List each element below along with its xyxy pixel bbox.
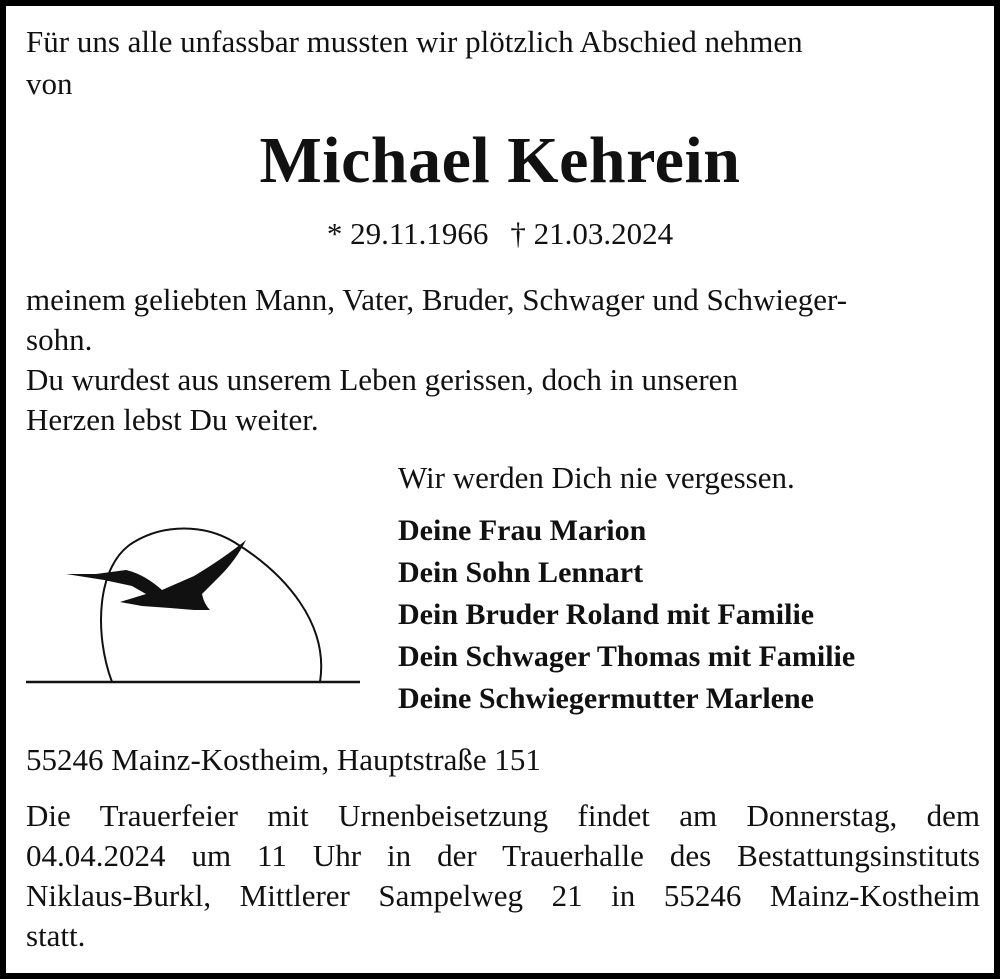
deceased-name: Michael Kehrein — [259, 124, 741, 197]
ceremony-line-2: 04.04.2024 um 11 Uhr in der Trauerhalle des Bestattungsinstituts — [26, 838, 980, 873]
tribute-line-1: Du wurdest aus unserem Leben gerissen, doch in unseren — [26, 362, 738, 397]
birth-date: * 29.11.1966 — [326, 216, 489, 251]
intro-line-2: von — [26, 66, 73, 101]
death-date: † 21.03.2024 — [510, 216, 674, 251]
tribute-line-2: Herzen lebst Du weiter. — [26, 402, 319, 437]
address-line: 55246 Mainz-Kostheim, Hauptstraße 151 — [26, 742, 541, 777]
closing-line: Wir werden Dich nie vergessen. — [398, 460, 795, 495]
ceremony-line-4: statt. — [26, 918, 86, 953]
ceremony-line-3: Niklaus-Burkl, Mittlerer Sampelweg 21 in 55246 Mainz-Kostheim — [26, 878, 980, 913]
mourner-2: Dein Sohn Lennart — [398, 556, 644, 589]
mourner-4: Dein Schwager Thomas mit Familie — [398, 640, 856, 673]
mourner-5: Deine Schwiegermutter Marlene — [398, 682, 814, 715]
intro-line-1: Für uns alle unfassbar mussten wir plötzlich Abschied nehmen — [26, 24, 803, 59]
bird-over-setting-sun-icon — [24, 524, 364, 694]
mourner-3: Dein Bruder Roland mit Familie — [398, 598, 815, 631]
mourner-1: Deine Frau Marion — [398, 514, 647, 547]
relation-line-1: meinem geliebten Mann, Vater, Bruder, Schwager und Schwieger- — [26, 282, 848, 317]
relation-line-2: sohn. — [26, 322, 93, 357]
ceremony-line-1: Die Trauerfeier mit Urnenbeisetzung findet am Donnerstag, dem — [26, 798, 980, 833]
life-dates — [6, 218, 994, 249]
obituary-notice — [6, 6, 994, 973]
